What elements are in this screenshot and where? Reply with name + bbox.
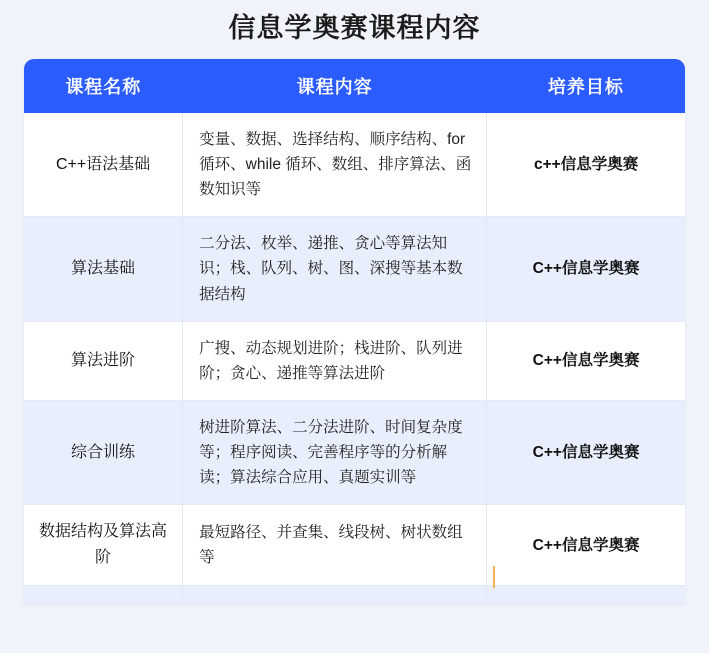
orange-marker-icon (493, 566, 495, 588)
table-header-row (24, 59, 685, 113)
table-row (24, 113, 685, 217)
cell-course-content: 树进阶算法、二分法进阶、时间复杂度等；程序阅读、完善程序等的分析解读；算法综合应用、真题实训等 (183, 400, 487, 504)
cell-course-content-partial (183, 586, 487, 605)
cell-course-content: 最短路径、并查集、线段树、树状数组等 (183, 505, 487, 586)
cell-course-content: 二分法、枚举、递推、贪心等算法知识；栈、队列、树、图、深搜等基本数据结构 (183, 217, 487, 321)
table-row-partial (24, 586, 685, 605)
cell-course-content: 变量、数据、选择结构、顺序结构、for 循环、while 循环、数组、排序算法、函数知识等 (183, 113, 487, 217)
column-header-course-name: 课程名称 (24, 59, 183, 113)
cell-course-name: 综合训练 (24, 400, 183, 504)
table-row (24, 400, 685, 504)
cell-course-goal: C++信息学奥赛 (487, 217, 685, 321)
table-header (24, 59, 685, 113)
cell-course-name: 数据结构及算法高阶 (24, 505, 183, 586)
cell-course-name: 算法进阶 (24, 321, 183, 400)
column-header-course-content: 课程内容 (183, 59, 487, 113)
cell-course-content: 广搜、动态规划进阶；栈进阶、队列进阶；贪心、递推等算法进阶 (183, 321, 487, 400)
table-row (24, 505, 685, 586)
cell-course-name: 算法基础 (24, 217, 183, 321)
cell-course-goal: C++信息学奥赛 (487, 321, 685, 400)
cell-course-name: C++语法基础 (24, 113, 183, 217)
table-row (24, 321, 685, 400)
page-title: 信息学奥赛课程内容 (228, 13, 481, 43)
table-body (24, 113, 685, 604)
cell-course-goal: c++信息学奥赛 (487, 113, 685, 217)
cell-course-name-partial (24, 586, 183, 605)
cell-course-goal: C++信息学奥赛 (487, 505, 685, 586)
course-table (24, 59, 685, 604)
course-table-container (24, 59, 685, 604)
column-header-goal: 培养目标 (487, 59, 685, 113)
cell-course-goal-partial (487, 586, 685, 605)
table-row (24, 217, 685, 321)
cell-course-goal: C++信息学奥赛 (487, 400, 685, 504)
